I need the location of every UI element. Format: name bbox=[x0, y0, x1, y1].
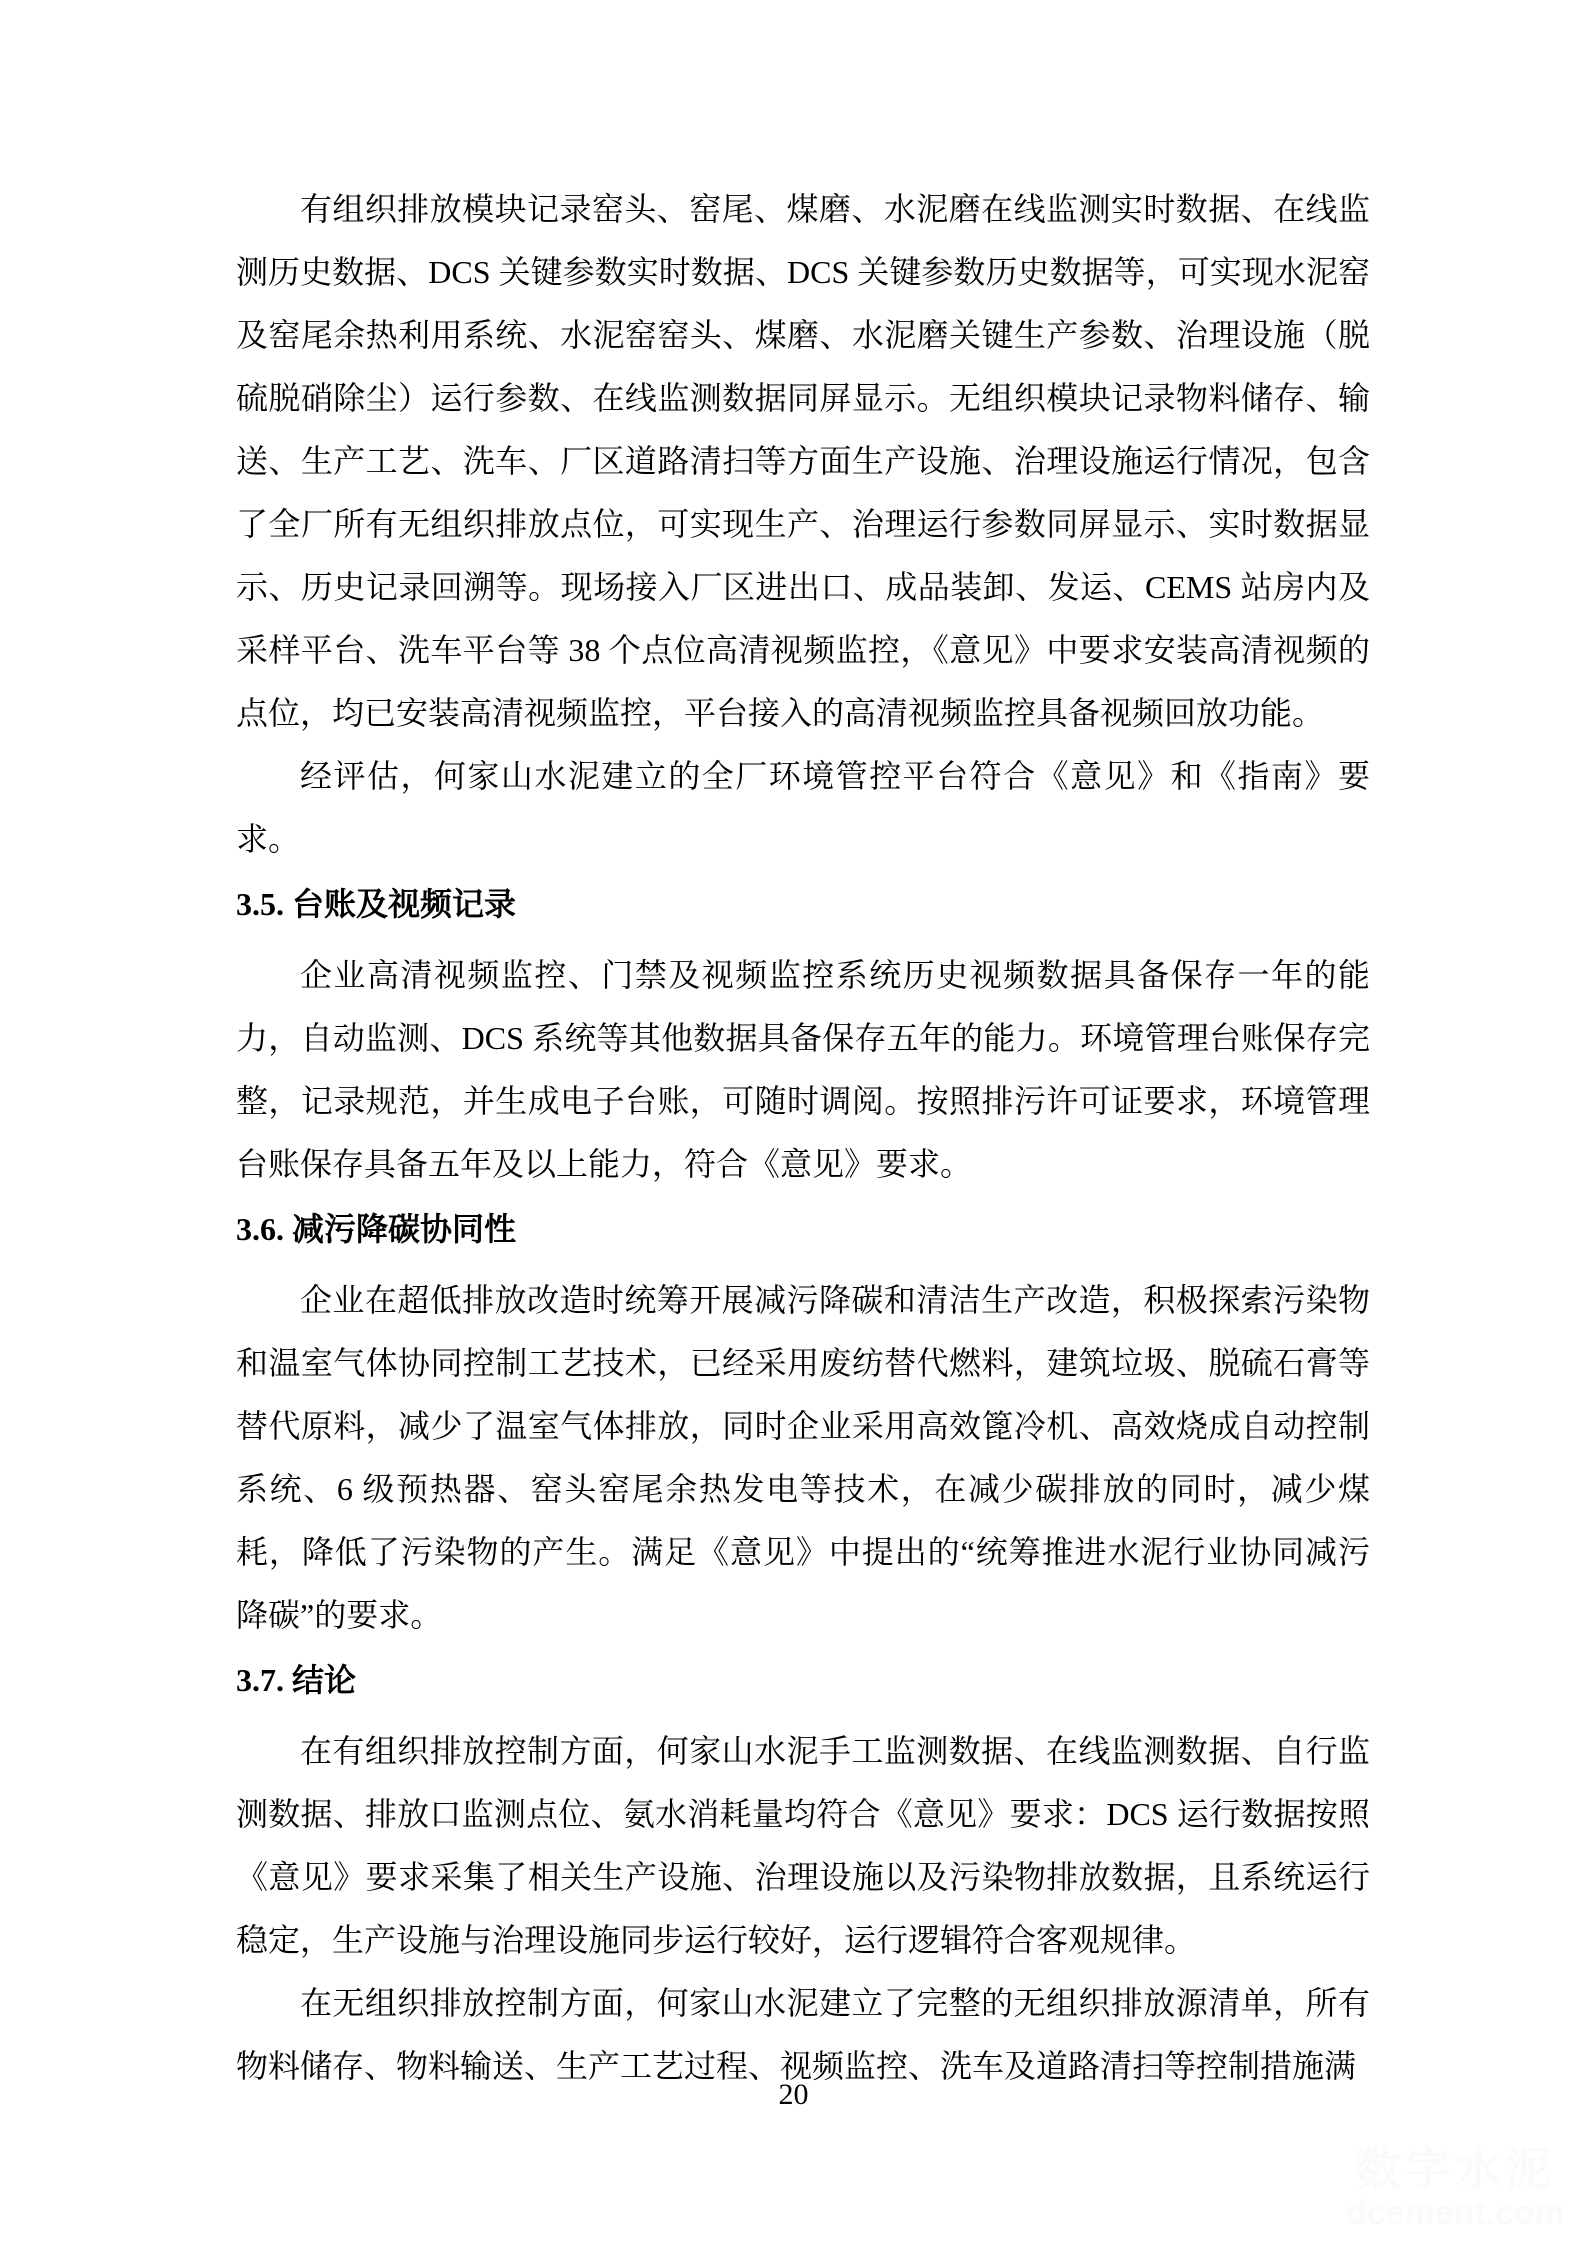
body-paragraph-organized-emission-conclusion: 在有组织排放控制方面，何家山水泥手工监测数据、在线监测数据、自行监测数据、排放口监测点位、氨水消耗量均符合《意见》要求：DCS 运行数据按照《意见》要求采集了相关生产设施、治理设施以及污染物排放数据，且系统运行稳定，生产设施与治理设施同步运行较好，运行逻辑符合客观规律。 bbox=[236, 1733, 1370, 1958]
body-paragraph-data-retention: 企业高清视频监控、门禁及视频监控系统历史视频数据具备保存一年的能力，自动监测、DCS 系统等其他数据具备保存五年的能力。环境管理台账保存完整，记录规范，并生成电子台账，可随时调阅。按照排污许可证要求，环境管理台账保存具备五年及以上能力，符合《意见》要求。 bbox=[236, 957, 1370, 1182]
watermark-chinese-text: 数字水泥 bbox=[1355, 2143, 1556, 2195]
section-heading-3-6-pollution-carbon-synergy: 3.6. 减污降碳协同性 bbox=[236, 1211, 517, 1247]
page-content bbox=[236, 178, 1370, 2098]
section-heading-3-5-ledger-video-records: 3.5. 台账及视频记录 bbox=[236, 886, 517, 922]
section-heading-3-7-conclusion: 3.7. 结论 bbox=[236, 1662, 357, 1698]
body-paragraph-carbon-reduction: 企业在超低排放改造时统筹开展减污降碳和清洁生产改造，积极探索污染物和温室气体协同控制工艺技术，已经采用废纺替代燃料，建筑垃圾、脱硫石膏等替代原料，减少了温室气体排放，同时企业采用高效篦冷机、高效烧成自动控制系统、6 级预热器、窑头窑尾余热发电等技术，在减少碳排放的同时，减少煤耗，降低了污染物的产生。满足《意见》中提出的“统筹推进水泥行业协同减污降碳”的要求。 bbox=[236, 1282, 1370, 1633]
watermark bbox=[1346, 2144, 1565, 2232]
page-number: 20 bbox=[778, 2078, 809, 2111]
watermark-domain-text: dcement.com bbox=[1345, 2194, 1565, 2232]
body-paragraph-platform-assessment: 经评估，何家山水泥建立的全厂环境管控平台符合《意见》和《指南》要求。 bbox=[236, 758, 1370, 857]
body-paragraph-organized-emission-module: 有组织排放模块记录窑头、窑尾、煤磨、水泥磨在线监测实时数据、在线监测历史数据、DCS 关键参数实时数据、DCS 关键参数历史数据等，可实现水泥窑及窑尾余热利用系统、水泥窑窑头、煤磨、水泥磨关键生产参数、治理设施（脱硫脱硝除尘）运行参数、在线监测数据同屏显示。无组织模块记录物料储存、输送、生产工艺、洗车、厂区道路清扫等方面生产设施、治理设施运行情况，包含了全厂所有无组织排放点位，可实现生产、治理运行参数同屏显示、实时数据显示、历史记录回溯等。现场接入厂区进出口、成品装卸、发运、CEMS 站房内及采样平台、洗车平台等 38 个点位高清视频监控，《意见》中要求安装高清视频的点位，均已安装高清视频监控，平台接入的高清视频监控具备视频回放功能。 bbox=[236, 191, 1370, 731]
body-paragraph-unorganized-emission-conclusion: 在无组织排放控制方面，何家山水泥建立了完整的无组织排放源清单，所有物料储存、物料输送、生产工艺过程、视频监控、洗车及道路清扫等控制措施满 bbox=[236, 1985, 1370, 2084]
